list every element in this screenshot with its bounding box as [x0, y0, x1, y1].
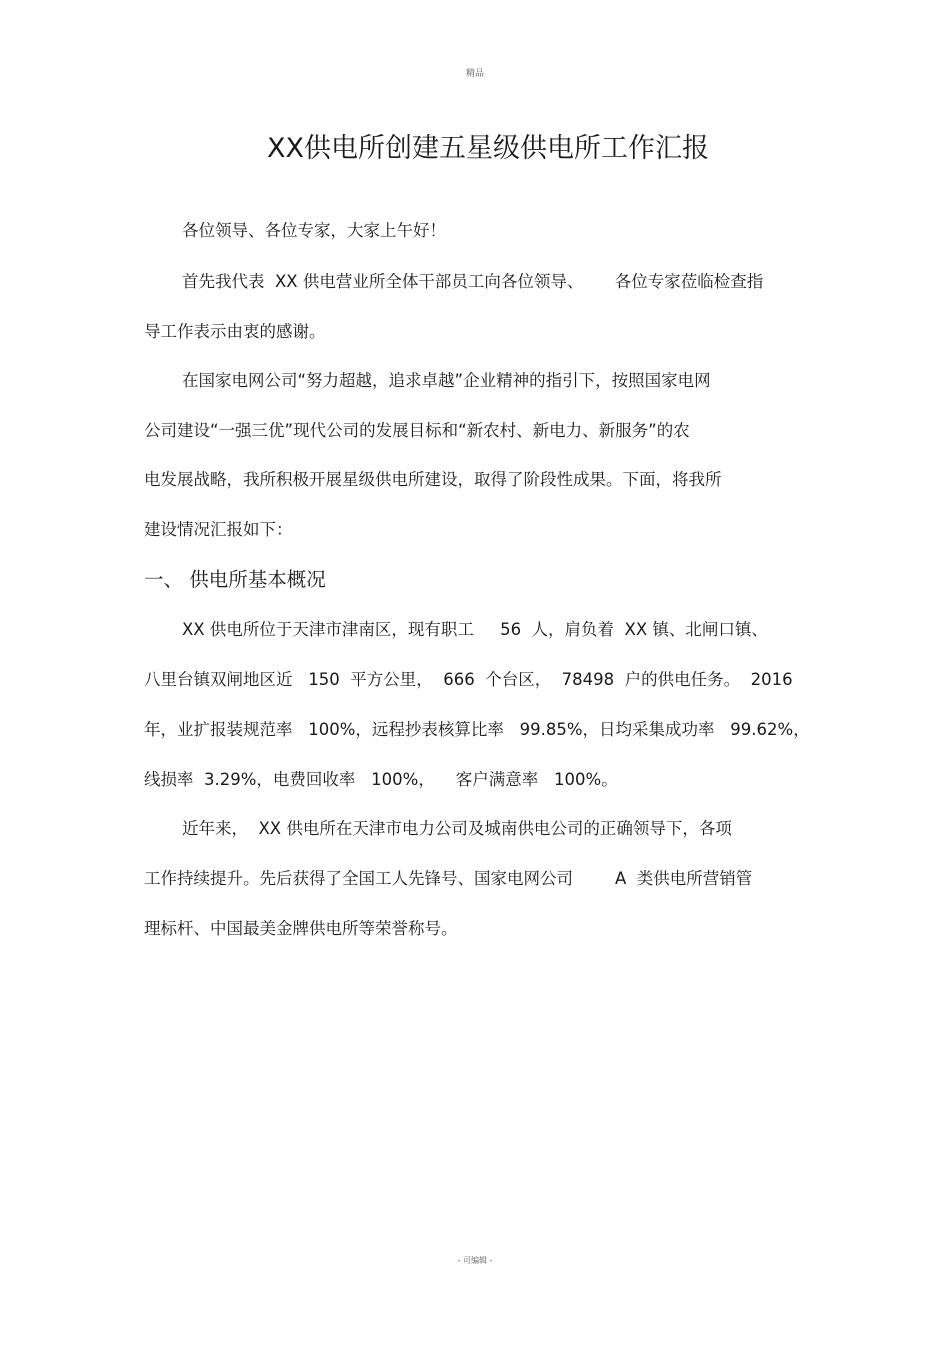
paragraph-line: 理标杆、中国最美金牌供电所等荣誉称号。	[144, 919, 458, 938]
paragraph-line: 在国家电网公司“努力超越，追求卓越”企业精神的指引下，按照国家电网	[182, 371, 711, 390]
section-heading: 一、 供电所基本概况	[144, 568, 326, 591]
footer-editable-mark: - 可编辑 -	[457, 1256, 493, 1265]
greeting-line: 各位领导、各位专家，大家上午好！	[182, 221, 446, 240]
paragraph-line: 公司建设“一强三优”现代公司的发展目标和“新农村、新电力、新服务”的农	[144, 421, 690, 440]
paragraph-line: 年，业扩报装规范率 100%，远程抄表核算比率 99.85%，日均采集成功率 99.62%，	[144, 720, 810, 739]
document-title: XX供电所创建五星级供电所工作汇报	[267, 133, 709, 164]
paragraph-line: 八里台镇双闸地区近 150 平方公里， 666 个台区， 78498 户的供电任务。 2016	[144, 670, 793, 689]
header-watermark: 精品	[465, 69, 484, 79]
paragraph-line: 首先我代表 XX 供电营业所全体干部员工向各位领导、 各位专家莅临检查指	[182, 272, 764, 291]
paragraph-line: 建设情况汇报如下：	[144, 520, 293, 539]
paragraph-line: 工作持续提升。先后获得了全国工人先锋号、国家电网公司 A 类供电所营销管	[144, 869, 753, 888]
paragraph-line: XX 供电所位于天津市津南区，现有职工 56 人，肩负着 XX 镇、北闸口镇、	[182, 620, 768, 639]
paragraph-line: 线损率 3.29%，电费回收率 100%， 客户满意率 100%。	[144, 770, 618, 789]
paragraph-line: 近年来， XX 供电所在天津市电力公司及城南供电公司的正确领导下，各项	[182, 819, 732, 838]
paragraph-line: 电发展战略，我所积极开展星级供电所建设，取得了阶段性成果。下面，将我所	[144, 470, 722, 489]
paragraph-line: 导工作表示由衷的感谢。	[144, 322, 326, 341]
